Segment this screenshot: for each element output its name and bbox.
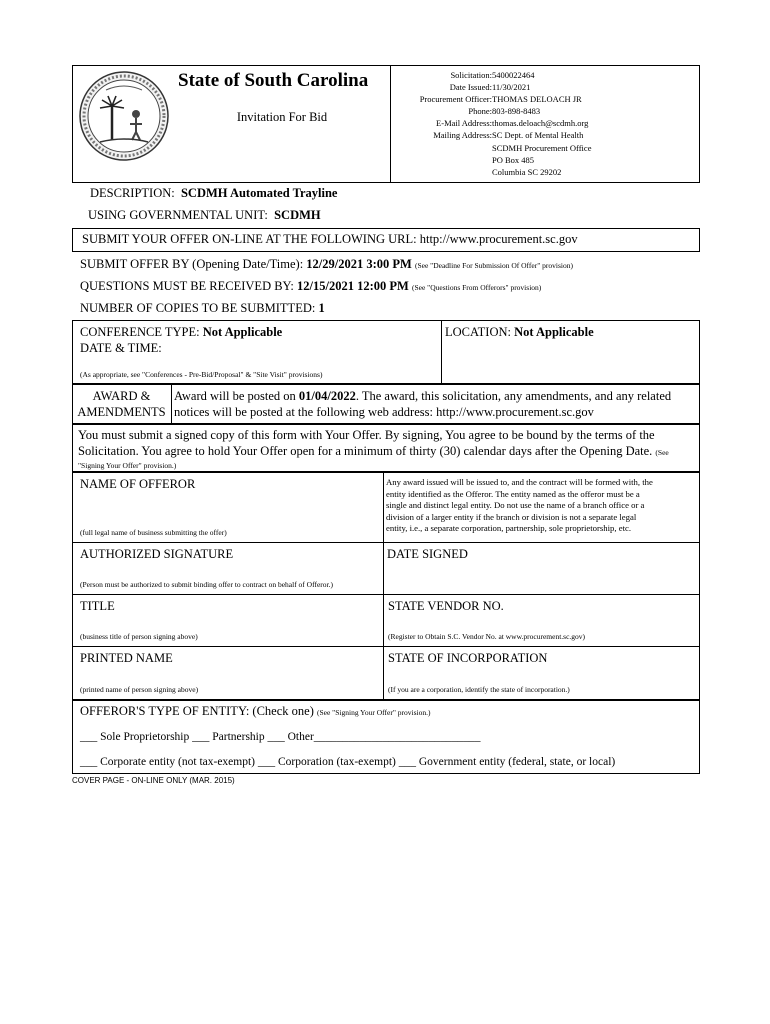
award-label-line1: AWARD & xyxy=(92,389,151,403)
award-text-line2: notices will be posted at the following web address: http://www.procurement.sc.gov xyxy=(174,405,594,419)
field-label: E-Mail Address: xyxy=(436,118,492,129)
award-text-post: . The award, this solicitation, any amendments, and any related xyxy=(355,389,672,403)
header-fields xyxy=(392,69,692,178)
location-label: LOCATION: xyxy=(445,325,511,339)
state-title: State of South Carolina xyxy=(178,70,369,91)
field-label: Mailing Address: xyxy=(433,130,492,141)
entity-type-heading xyxy=(80,704,430,719)
award-label xyxy=(72,388,171,420)
award-divider xyxy=(171,384,172,424)
entity-text-line: single and distinct legal entity. Do not use the name of a branch office or a xyxy=(386,500,645,510)
state-seal-icon xyxy=(78,70,170,162)
officer-value: THOMAS DELOACH JR xyxy=(492,94,582,105)
footer-label: COVER PAGE - ON-LINE ONLY (MAR. 2015) xyxy=(72,776,235,785)
entity-text-line: entity identified as the Offeror. The entity named as the offeror must be a xyxy=(386,488,640,499)
title-label: TITLE xyxy=(80,599,115,613)
conference-type-value: Not Applicable xyxy=(202,325,283,339)
signing-line2: Solicitation. You agree to hold Your Offer open for a minimum of thirty (30) calendar days after the Opening Date. xyxy=(78,444,653,458)
date-signed-label: DATE SIGNED xyxy=(387,547,468,561)
award-text-pre: Award will be posted on xyxy=(174,389,299,403)
submit-by-note: (See "Deadline For Submission Of Offer" provision) xyxy=(414,261,574,270)
award-date: 01/04/2022 xyxy=(298,389,356,403)
field-label: Solicitation: xyxy=(450,70,492,80)
signing-line1: You must submit a signed copy of this form with Your Offer. By signing, You agree to be bound by the terms of the xyxy=(78,428,655,442)
location-value: Not Applicable xyxy=(514,325,594,339)
description-value: SCDMH Automated Trayline xyxy=(180,186,338,200)
conference-location xyxy=(445,325,594,340)
field-label: Date Issued: xyxy=(449,82,492,93)
copies-label: NUMBER OF COPIES TO BE SUBMITTED: xyxy=(80,301,316,315)
questions-note: (See "Questions From Offerors" provision) xyxy=(411,283,542,292)
conference-divider xyxy=(441,320,442,384)
date-issued-value: 11/30/2021 xyxy=(492,82,531,93)
vendor-label: STATE VENDOR NO. xyxy=(388,599,504,613)
offeror-grid-vline xyxy=(383,472,384,700)
questions-value: 12/15/2021 12:00 PM xyxy=(297,279,409,293)
entity-explanation xyxy=(386,477,700,535)
submit-by xyxy=(80,257,573,272)
printed-name-label: PRINTED NAME xyxy=(80,651,173,665)
doc-type: Invitation For Bid xyxy=(236,110,328,124)
address-line: PO Box 485 xyxy=(492,154,535,165)
mailing-value: SC Dept. of Mental Health xyxy=(492,130,584,141)
conference-note: (As appropriate, see "Conferences - Pre-Bid/Proposal" & "Site Visit" provisions) xyxy=(80,370,323,379)
offeror-grid-hline xyxy=(72,542,700,543)
submit-by-value: 12/29/2021 3:00 PM xyxy=(306,257,412,271)
questions-label: QUESTIONS MUST BE RECEIVED BY: xyxy=(80,279,294,293)
incorporation-label: STATE OF INCORPORATION xyxy=(388,651,548,665)
conference-type-label: CONFERENCE TYPE: xyxy=(80,325,200,339)
entity-type-label: OFFEROR'S TYPE OF ENTITY: (Check one) xyxy=(80,704,314,718)
offeror-grid-hline xyxy=(72,646,700,647)
incorporation-note: (If you are a corporation, identify the state of incorporation.) xyxy=(388,685,570,694)
submit-by-label: SUBMIT OFFER BY (Opening Date/Time): xyxy=(80,257,304,271)
printed-name-note: (printed name of person signing above) xyxy=(80,685,199,694)
signing-note-a: (See xyxy=(655,448,669,457)
field-label: Phone: xyxy=(468,106,492,117)
submit-url-text: SUBMIT YOUR OFFER ON-LINE AT THE FOLLOWING URL: http://www.procurement.sc.gov xyxy=(82,232,578,246)
description-label: DESCRIPTION: xyxy=(90,186,175,200)
unit-label: USING GOVERNMENTAL UNIT: xyxy=(88,208,268,222)
entity-text-line: entity, i.e., a separate corporation, partnership, sole proprietorship, etc. xyxy=(386,523,632,533)
award-text xyxy=(174,388,671,420)
award-label-line2: AMENDMENTS xyxy=(77,405,166,419)
description xyxy=(90,186,337,201)
offeror-grid-hline xyxy=(72,594,700,595)
entity-options-line2: ___ Corporate entity (not tax-exempt) ___ Corporation (tax-exempt) ___ Government entity (federal, state, or local) xyxy=(80,756,616,768)
signing-text xyxy=(78,427,669,471)
entity-options-line1: ___ Sole Proprietorship ___ Partnership ___ Other_____________________________ xyxy=(80,731,481,743)
phone-value: 803-898-8483 xyxy=(492,106,541,117)
entity-type-note: (See "Signing Your Offer" provision.) xyxy=(316,708,431,717)
offeror-name-note: (full legal name of business submitting the offer) xyxy=(80,528,227,537)
address-line: SCDMH Procurement Office xyxy=(492,142,592,153)
vendor-note: (Register to Obtain S.C. Vendor No. at www.procurement.sc.gov) xyxy=(388,632,586,641)
conference-type xyxy=(80,325,282,340)
unit-value: SCDMH xyxy=(274,208,321,222)
solicitation-value: 5400022464 xyxy=(492,70,535,80)
signing-note-b: "Signing Your Offer" provision.) xyxy=(78,461,177,470)
signature-note: (Person must be authorized to submit binding offer to contract on behalf of Offeror.) xyxy=(80,580,333,589)
governmental-unit xyxy=(88,208,321,223)
title-note: (business title of person signing above) xyxy=(80,632,198,641)
entity-text-line: Any award issued will be issued to, and the contract will be formed with, the xyxy=(386,477,653,487)
copies xyxy=(80,301,325,316)
address-line: Columbia SC 29202 xyxy=(492,166,562,177)
header-divider xyxy=(390,65,391,183)
entity-text-line: division of a larger entity if the branch or division is not a separate legal xyxy=(386,511,637,522)
conference-date: DATE & TIME: xyxy=(80,341,162,355)
offeror-name-label: NAME OF OFFEROR xyxy=(80,477,196,491)
field-label: Procurement Officer: xyxy=(419,94,492,105)
questions xyxy=(80,279,541,294)
copies-value: 1 xyxy=(318,301,325,315)
email-value: thomas.deloach@scdmh.org xyxy=(492,118,589,129)
signature-label: AUTHORIZED SIGNATURE xyxy=(80,547,234,561)
